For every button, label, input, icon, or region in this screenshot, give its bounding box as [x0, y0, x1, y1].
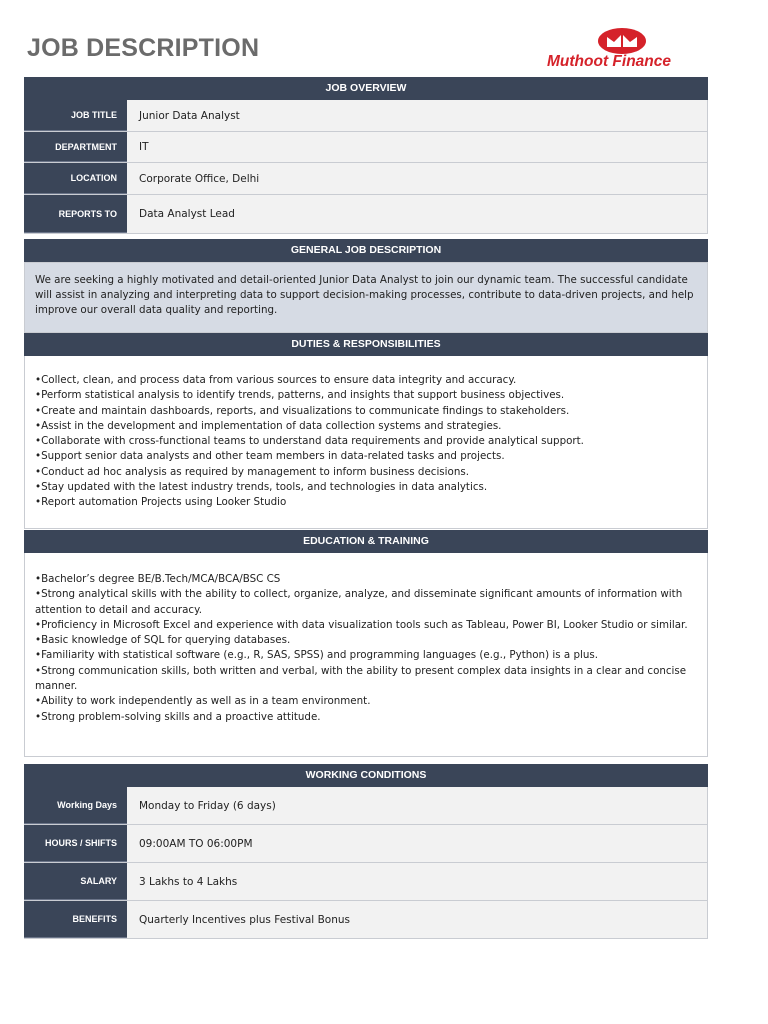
- general-description-text: We are seeking a highly motivated and detail-oriented Junior Data Analyst to join our dynamic team. The successful candidate will assist in analyzing and interpreting data to support decision-making processes, contribute to data-driven projects, and help improve our overall data quality and reporting.: [24, 262, 708, 333]
- list-item: •Collect, clean, and process data from various sources to ensure data integrity and accuracy.: [35, 374, 517, 386]
- education-list: [24, 553, 708, 757]
- hours-shifts-row: [24, 825, 708, 863]
- job-overview-section: [24, 77, 708, 234]
- working-days-label: Working Days: [24, 787, 127, 824]
- list-item: •Proficiency in Microsoft Excel and experience with data visualization tools such as Tableau, Power BI, Looker Studio or similar.: [35, 618, 688, 631]
- muthoot-logo-icon: [545, 26, 705, 56]
- department-value: IT: [127, 132, 708, 162]
- working-conditions-section: [24, 764, 708, 939]
- list-item: •Familiarity with statistical software (e.g., R, SAS, SPSS) and programming languages (e.g., Python) is a plus.: [35, 649, 599, 662]
- list-item: •Create and maintain dashboards, reports, and visualizations to communicate findings to stakeholders.: [35, 404, 570, 417]
- location-row: [24, 163, 708, 195]
- department-row: [24, 132, 708, 163]
- list-item: •Perform statistical analysis to identify trends, patterns, and insights that support business objectives.: [35, 389, 565, 402]
- education-heading: EDUCATION & TRAINING: [24, 530, 708, 553]
- salary-value: 3 Lakhs to 4 Lakhs: [127, 863, 708, 900]
- job-overview-heading: JOB OVERVIEW: [24, 77, 708, 100]
- duties-list: [24, 356, 708, 529]
- list-item: •Assist in the development and implementation of data collection systems and strategies.: [35, 419, 502, 432]
- duties-heading: DUTIES & RESPONSIBILITIES: [24, 333, 708, 356]
- list-item: •Collaborate with cross-functional teams to understand data requirements and provide analytical support.: [35, 435, 584, 448]
- page-title: JOB DESCRIPTION: [27, 34, 260, 62]
- benefits-label: BENEFITS: [24, 901, 127, 938]
- general-description-heading: GENERAL JOB DESCRIPTION: [24, 239, 708, 262]
- working-conditions-heading: WORKING CONDITIONS: [24, 764, 708, 787]
- list-item: •Strong communication skills, both written and verbal, with the ability to present complex data insights in a clear and concise manner.: [35, 664, 687, 693]
- list-item: •Ability to work independently as well as in a team environment.: [35, 695, 371, 708]
- salary-label: SALARY: [24, 863, 127, 900]
- logo-text: Muthoot Finance: [547, 53, 671, 70]
- reports-to-row: [24, 195, 708, 234]
- list-item: •Strong problem-solving skills and a proactive attitude.: [35, 710, 321, 723]
- benefits-value: Quarterly Incentives plus Festival Bonus: [127, 901, 708, 938]
- list-item: •Basic knowledge of SQL for querying databases.: [35, 634, 291, 647]
- department-label: DEPARTMENT: [24, 132, 127, 162]
- reports-to-label: REPORTS TO: [24, 195, 127, 233]
- job-title-row: [24, 100, 708, 132]
- list-item: •Bachelor’s degree BE/B.Tech/MCA/BCA/BSC CS: [35, 573, 281, 585]
- job-title-value: Junior Data Analyst: [127, 100, 708, 131]
- company-logo: [545, 26, 705, 72]
- general-description-section: [24, 239, 708, 333]
- working-days-row: [24, 787, 708, 825]
- list-item: •Strong analytical skills with the ability to collect, organize, analyze, and disseminate significant amounts of information with attention to detail and accuracy.: [35, 588, 683, 616]
- benefits-row: [24, 901, 708, 939]
- list-item: •Stay updated with the latest industry trends, tools, and technologies in data analytics.: [35, 481, 488, 494]
- reports-to-value: Data Analyst Lead: [127, 195, 708, 233]
- education-section: [24, 530, 708, 757]
- list-item: •Support senior data analysts and other team members in data-related tasks and projects.: [35, 450, 505, 463]
- list-item: •Report automation Projects using Looker Studio: [35, 496, 287, 509]
- hours-shifts-value: 09:00AM TO 06:00PM: [127, 825, 708, 862]
- location-label: LOCATION: [24, 163, 127, 194]
- hours-shifts-label: HOURS / SHIFTS: [24, 825, 127, 862]
- list-item: •Conduct ad hoc analysis as required by management to inform business decisions.: [35, 465, 469, 478]
- duties-section: [24, 333, 708, 529]
- job-title-label: JOB TITLE: [24, 100, 127, 131]
- location-value: Corporate Office, Delhi: [127, 163, 708, 194]
- working-days-value: Monday to Friday (6 days): [127, 787, 708, 824]
- salary-row: [24, 863, 708, 901]
